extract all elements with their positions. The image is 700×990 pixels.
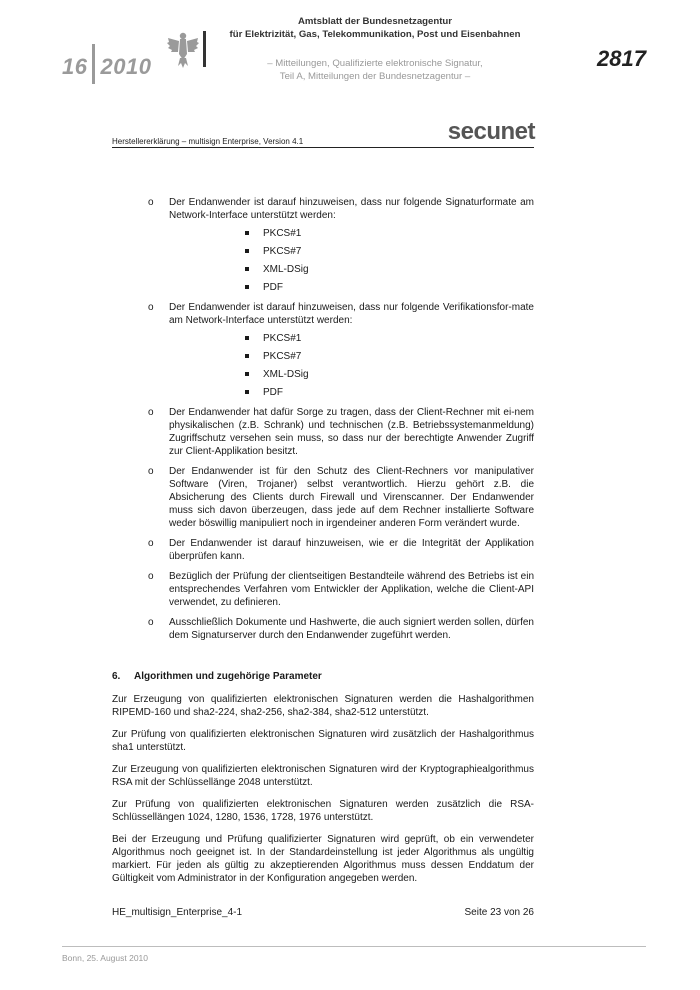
list-marker: o bbox=[148, 197, 154, 208]
list-marker: o bbox=[148, 538, 154, 549]
list-item-text: Bezüglich der Prüfung der clientseitigen Bestandteile während des Betriebs ist ein entsprechendes Verfahren vom Entwickler der Applikation, welche die Client-API verwendet, zu definieren. bbox=[169, 571, 534, 608]
square-bullet-icon bbox=[245, 336, 249, 340]
list-item bbox=[112, 301, 534, 399]
gazette-subtitle bbox=[210, 58, 540, 83]
header-divider bbox=[112, 147, 534, 148]
page-number: 2817 bbox=[597, 46, 646, 71]
sub-list-item-text: PDF bbox=[263, 387, 283, 398]
document-body bbox=[112, 196, 534, 894]
document-header-text: Herstellererklärung – multisign Enterprise, Version 4.1 bbox=[112, 137, 304, 146]
list-marker: o bbox=[148, 466, 154, 477]
sub-list-item-text: XML-DSig bbox=[263, 264, 309, 275]
issue-divider bbox=[92, 44, 95, 84]
gazette-title bbox=[210, 16, 540, 41]
sub-list-item-text: PDF bbox=[263, 282, 283, 293]
sub-list-item bbox=[169, 263, 534, 276]
eagle-divider bbox=[203, 31, 206, 67]
section-number: 6. bbox=[112, 671, 121, 682]
square-bullet-icon bbox=[245, 390, 249, 394]
list-item-text: Der Endanwender ist darauf hinzuweisen, wie er die Integrität der Applikation überprüfen kann. bbox=[169, 538, 534, 562]
issue-label bbox=[62, 44, 151, 84]
square-bullet-icon bbox=[245, 249, 249, 253]
list-item-text: Der Endanwender ist darauf hinzuweisen, dass nur folgende Verifikationsfor-mate am Network-Interface unterstützt werden: bbox=[169, 302, 534, 326]
list-marker: o bbox=[148, 407, 154, 418]
sub-list-item bbox=[169, 227, 534, 240]
section-heading bbox=[112, 670, 534, 683]
square-bullet-icon bbox=[245, 372, 249, 376]
list-item-text: Der Endanwender ist für den Schutz des Client-Rechners vor manipulativer Software (Viren, Trojaner) selbst verantwortlich. Hierzu gehört z.B. die Absicherung des Clients durch Firewall und Virenscanner. Der Endanwender muss sich davon überzeugen, dass jede auf dem Rechner installierte Software weder böswillig manipuliert noch in irgendeiner anderen Form verändert wurde. bbox=[169, 466, 534, 529]
list-item bbox=[112, 196, 534, 294]
list-item bbox=[112, 406, 534, 458]
list-item-text: Der Endanwender hat dafür Sorge zu tragen, dass der Client-Rechner mit ei-nem physikalischen (z.B. Schrank) und technischen (z.B. Betriebssystemanmeldung) Zugriffschutz versehen sein muss, so dass nur der berechtigte Anwender Zugriff zur Client-Applikation besitzt. bbox=[169, 407, 534, 457]
federal-eagle-icon bbox=[166, 30, 200, 70]
document-footer-page: Seite 23 von 26 bbox=[464, 907, 534, 918]
square-bullet-icon bbox=[245, 285, 249, 289]
list-item bbox=[112, 537, 534, 563]
sub-list-item-text: XML-DSig bbox=[263, 369, 309, 380]
footer-divider bbox=[62, 946, 646, 947]
gazette-subtitle-line: Teil A, Mitteilungen der Bundesnetzagentur – bbox=[279, 70, 471, 82]
sub-list bbox=[169, 227, 534, 294]
list-marker: o bbox=[148, 617, 154, 628]
sub-list-item bbox=[169, 281, 534, 294]
sub-list-item bbox=[169, 332, 534, 345]
sub-list-item bbox=[169, 350, 534, 363]
issue-year: 2010 bbox=[100, 54, 152, 79]
sub-list-item-text: PKCS#1 bbox=[263, 333, 302, 344]
paragraph: Zur Prüfung von qualifizierten elektronischen Signaturen werden zusätzlich die RSA-Schlüssellängen 1024, 1280, 1536, 1728, 1976 unterstützt. bbox=[112, 799, 534, 823]
list-item bbox=[112, 616, 534, 642]
list-item bbox=[112, 570, 534, 609]
sub-list-item bbox=[169, 245, 534, 258]
paragraph: Zur Erzeugung von qualifizierten elektronischen Signaturen werden die Hashalgorithmen RIPEMD-160 und sha2-224, sha2-256, sha2-384, sha2-512 unterstützt. bbox=[112, 694, 534, 718]
issue-number: 16 bbox=[62, 54, 88, 79]
sub-list-item bbox=[169, 368, 534, 381]
gazette-footer-date: Bonn, 25. August 2010 bbox=[62, 953, 149, 963]
paragraph: Zur Erzeugung von qualifizierten elektronischen Signaturen wird der Kryptographiealgorithmus RSA mit der Schlüssellänge 2048 unterstützt. bbox=[112, 764, 534, 788]
sub-list-item bbox=[169, 386, 534, 399]
sub-list-item-text: PKCS#7 bbox=[263, 246, 302, 257]
list-marker: o bbox=[148, 571, 154, 582]
gazette-title-line: Amtsblatt der Bundesnetzagentur bbox=[297, 16, 453, 27]
square-bullet-icon bbox=[245, 354, 249, 358]
sub-list bbox=[169, 332, 534, 399]
paragraph: Zur Prüfung von qualifizierten elektronischen Signaturen wird zusätzlich der Hashalgorithmus sha1 unterstützt. bbox=[112, 729, 534, 753]
sub-list-item-text: PKCS#7 bbox=[263, 351, 302, 362]
brand-logo: secunet bbox=[447, 118, 535, 145]
list-item bbox=[112, 465, 534, 530]
sub-list-item-text: PKCS#1 bbox=[263, 228, 302, 239]
gazette-subtitle-line: – Mitteilungen, Qualifizierte elektronische Signatur, bbox=[267, 58, 483, 69]
list-marker: o bbox=[148, 302, 154, 313]
square-bullet-icon bbox=[245, 267, 249, 271]
gazette-title-line: für Elektrizität, Gas, Telekommunikation, Post und Eisenbahnen bbox=[229, 28, 521, 40]
document-footer-filename: HE_multisign_Enterprise_4-1 bbox=[112, 907, 243, 918]
list-item-text: Ausschließlich Dokumente und Hashwerte, die auch signiert werden sollen, dürfen dem Signaturserver durch den Endanwender zugeführt werden. bbox=[169, 617, 534, 641]
paragraph: Bei der Erzeugung und Prüfung qualifizierter Signaturen wird geprüft, ob ein verwendeter Algorithmus noch geeignet ist. In der Standardeinstellung ist jeder Algorithmus als ungültig markiert. Für jeden als gültig zu akzeptierenden Algorithmus muss dessen Enddatum der Gültigkeit vom Administrator in der Konfiguration angegeben werden. bbox=[112, 834, 534, 884]
list-item-text: Der Endanwender ist darauf hinzuweisen, dass nur folgende Signaturformate am Network-Interface unterstützt werden: bbox=[169, 197, 534, 221]
square-bullet-icon bbox=[245, 231, 249, 235]
section-title: Algorithmen und zugehörige Parameter bbox=[134, 671, 322, 682]
